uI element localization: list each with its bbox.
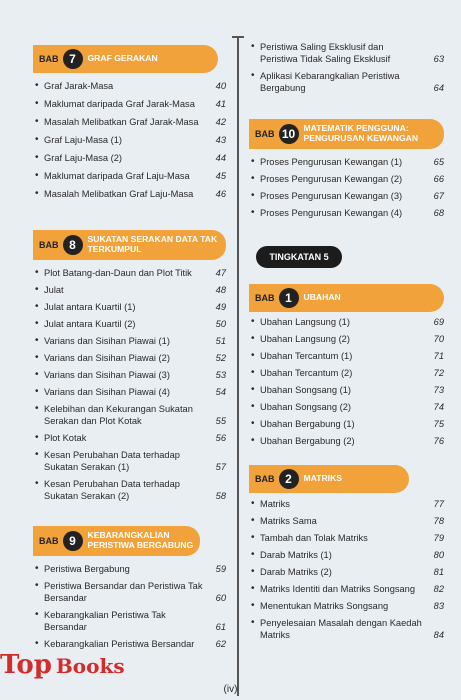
tingkatan-badge: TINGKATAN 5 xyxy=(256,246,342,268)
toc-item[interactable]: • Ubahan Songsang (1) 73 xyxy=(251,384,444,396)
chapter-10-list xyxy=(251,156,444,219)
chapter-title: SUKATAN SERAKAN DATA TAK TERKUMPUL xyxy=(87,234,218,254)
toc-item[interactable]: • Menentukan Matriks Songsang 83 xyxy=(251,600,444,612)
page-number: 57 xyxy=(215,462,226,472)
chapter-8-list xyxy=(35,267,226,502)
page-number: 65 xyxy=(433,157,444,167)
page-number: 59 xyxy=(215,564,226,574)
page-number: 80 xyxy=(433,550,444,560)
chapter-header-1 xyxy=(249,284,444,312)
toc-item[interactable]: • Kelebihan dan Kekurangan Sukatan Serakan dan Plot Kotak 55 xyxy=(35,403,226,427)
toc-item[interactable]: • Graf Laju-Masa (1) 43 xyxy=(35,134,226,146)
chapter-header-8 xyxy=(33,230,226,260)
chapter-7-list xyxy=(35,80,226,200)
toc-item[interactable]: • Kesan Perubahan Data terhadap Sukatan Serakan (2) 58 xyxy=(35,478,226,502)
toc-item[interactable]: • Ubahan Tercantum (2) 72 xyxy=(251,367,444,379)
toc-item[interactable]: • Proses Pengurusan Kewangan (2) 66 xyxy=(251,173,444,185)
page-number: 82 xyxy=(433,584,444,594)
toc-item[interactable]: • Julat 48 xyxy=(35,284,226,296)
page-number: 75 xyxy=(433,419,444,429)
page-number: 42 xyxy=(215,117,226,127)
toc-item[interactable]: • Graf Jarak-Masa 40 xyxy=(35,80,226,92)
toc-item[interactable]: • Ubahan Langsung (1) 69 xyxy=(251,316,444,328)
page-number: 58 xyxy=(215,491,226,501)
page-number: 76 xyxy=(433,436,444,446)
chapter-number: 8 xyxy=(63,235,83,255)
toc-item[interactable]: • Proses Pengurusan Kewangan (4) 68 xyxy=(251,207,444,219)
toc-item[interactable]: • Masalah Melibatkan Graf Jarak-Masa 42 xyxy=(35,116,226,128)
page-number: 51 xyxy=(215,336,226,346)
toc-item[interactable]: • Varians dan Sisihan Piawai (1) 51 xyxy=(35,335,226,347)
toc-item[interactable]: • Tambah dan Tolak Matriks 79 xyxy=(251,532,444,544)
toc-item[interactable]: • Peristiwa Saling Eksklusif dan Peristiwa Tidak Saling Eksklusif 63 xyxy=(251,41,444,65)
page-number: 54 xyxy=(215,387,226,397)
page-number: 49 xyxy=(215,302,226,312)
toc-item[interactable]: • Penyelesaian Masalah dengan Kaedah Matriks 84 xyxy=(251,617,444,641)
page-number: 62 xyxy=(215,639,226,649)
chapter-header-9 xyxy=(33,526,200,556)
toc-item[interactable]: • Kesan Perubahan Data terhadap Sukatan Serakan (1) 57 xyxy=(35,449,226,473)
toc-item[interactable]: • Matriks Identiti dan Matriks Songsang 82 xyxy=(251,583,444,595)
chapter-2-list xyxy=(251,498,444,641)
page-number: 46 xyxy=(215,189,226,199)
page-number: 53 xyxy=(215,370,226,380)
page-number: 83 xyxy=(433,601,444,611)
toc-item[interactable]: • Ubahan Bergabung (2) 76 xyxy=(251,435,444,447)
page-footer-number: (iv) xyxy=(223,684,238,695)
bab-label: BAB xyxy=(39,536,59,546)
chapter-header-10 xyxy=(249,119,444,149)
page-number: 68 xyxy=(433,208,444,218)
page-number: 47 xyxy=(215,268,226,278)
page-number: 41 xyxy=(215,99,226,109)
toc-item[interactable]: • Varians dan Sisihan Piawai (3) 53 xyxy=(35,369,226,381)
page-number: 50 xyxy=(215,319,226,329)
page-number: 66 xyxy=(433,174,444,184)
chapter-header-7 xyxy=(33,45,218,73)
page-number: 70 xyxy=(433,334,444,344)
toc-item[interactable]: • Graf Laju-Masa (2) 44 xyxy=(35,152,226,164)
toc-item[interactable]: • Kebarangkalian Peristiwa Bersandar 62 xyxy=(35,638,226,650)
toc-item[interactable]: • Maklumat daripada Graf Jarak-Masa 41 xyxy=(35,98,226,110)
toc-item[interactable]: • Varians dan Sisihan Piawai (4) 54 xyxy=(35,386,226,398)
chapter-9-list xyxy=(35,563,226,650)
column-divider-top xyxy=(232,36,244,38)
toc-item[interactable]: • Kebarangkalian Peristiwa Tak Bersandar 61 xyxy=(35,609,226,633)
page-number: 48 xyxy=(215,285,226,295)
page-number: 84 xyxy=(433,630,444,640)
chapter-number: 10 xyxy=(279,124,299,144)
page-number: 63 xyxy=(433,54,444,64)
page-number: 52 xyxy=(215,353,226,363)
page-number: 72 xyxy=(433,368,444,378)
toc-item[interactable]: • Darab Matriks (2) 81 xyxy=(251,566,444,578)
toc-item[interactable]: • Ubahan Songsang (2) 74 xyxy=(251,401,444,413)
toc-item[interactable]: • Plot Kotak 56 xyxy=(35,432,226,444)
page-number: 40 xyxy=(215,81,226,91)
chapter-header-2 xyxy=(249,465,409,493)
toc-item[interactable]: • Matriks Sama 78 xyxy=(251,515,444,527)
page-number: 60 xyxy=(215,593,226,603)
page-number: 73 xyxy=(433,385,444,395)
toc-item[interactable]: • Darab Matriks (1) 80 xyxy=(251,549,444,561)
bab-label: BAB xyxy=(255,129,275,139)
page-number: 81 xyxy=(433,567,444,577)
page-number: 78 xyxy=(433,516,444,526)
chapter-number: 9 xyxy=(63,531,83,551)
toc-item[interactable]: • Matriks 77 xyxy=(251,498,444,510)
chapter-number: 2 xyxy=(279,469,299,489)
toc-item[interactable]: • Ubahan Tercantum (1) 71 xyxy=(251,350,444,362)
chapter-1-list xyxy=(251,316,444,447)
chapter-title: MATEMATIK PENGGUNA: PENGURUSAN KEWANGAN xyxy=(303,123,419,143)
topbooks-logo: Top Books xyxy=(0,650,125,680)
page-number: 71 xyxy=(433,351,444,361)
toc-item[interactable]: • Julat antara Kuartil (1) 49 xyxy=(35,301,226,313)
bab-label: BAB xyxy=(39,54,59,64)
column-divider xyxy=(237,36,239,696)
toc-item[interactable]: • Aplikasi Kebarangkalian Peristiwa Bergabung 64 xyxy=(251,70,444,94)
page-number: 77 xyxy=(433,499,444,509)
toc-item[interactable]: • Proses Pengurusan Kewangan (3) 67 xyxy=(251,190,444,202)
page-number: 64 xyxy=(433,83,444,93)
page-number: 45 xyxy=(215,171,226,181)
chapter-title: KEBARANGKALIAN PERISTIWA BERGABUNG xyxy=(87,530,194,550)
toc-item[interactable]: • Ubahan Bergabung (1) 75 xyxy=(251,418,444,430)
toc-item[interactable]: • Julat antara Kuartil (2) 50 xyxy=(35,318,226,330)
bab-label: BAB xyxy=(39,240,59,250)
page-number: 55 xyxy=(215,416,226,426)
chapter-9-continued-list xyxy=(251,41,444,94)
toc-item[interactable]: • Masalah Melibatkan Graf Laju-Masa 46 xyxy=(35,188,226,200)
page-number: 43 xyxy=(215,135,226,145)
toc-item[interactable]: • Plot Batang-dan-Daun dan Plot Titik 47 xyxy=(35,267,226,279)
toc-item[interactable]: • Maklumat daripada Graf Laju-Masa 45 xyxy=(35,170,226,182)
page-number: 69 xyxy=(433,317,444,327)
toc-item[interactable]: • Peristiwa Bergabung 59 xyxy=(35,563,226,575)
page-number: 61 xyxy=(215,622,226,632)
bab-label: BAB xyxy=(255,474,275,484)
page-number: 44 xyxy=(215,153,226,163)
page-number: 67 xyxy=(433,191,444,201)
toc-item[interactable]: • Peristiwa Bersandar dan Peristiwa Tak Bersandar 60 xyxy=(35,580,226,604)
chapter-number: 1 xyxy=(279,288,299,308)
chapter-number: 7 xyxy=(63,49,83,69)
chapter-title: UBAHAN xyxy=(303,292,341,303)
page-number: 74 xyxy=(433,402,444,412)
page-number: 79 xyxy=(433,533,444,543)
page-number: 56 xyxy=(215,433,226,443)
toc-item[interactable]: • Varians dan Sisihan Piawai (2) 52 xyxy=(35,352,226,364)
chapter-title: GRAF GERAKAN xyxy=(87,53,158,64)
toc-item[interactable]: • Proses Pengurusan Kewangan (1) 65 xyxy=(251,156,444,168)
bab-label: BAB xyxy=(255,293,275,303)
toc-item[interactable]: • Ubahan Langsung (2) 70 xyxy=(251,333,444,345)
chapter-title: MATRIKS xyxy=(303,473,343,484)
